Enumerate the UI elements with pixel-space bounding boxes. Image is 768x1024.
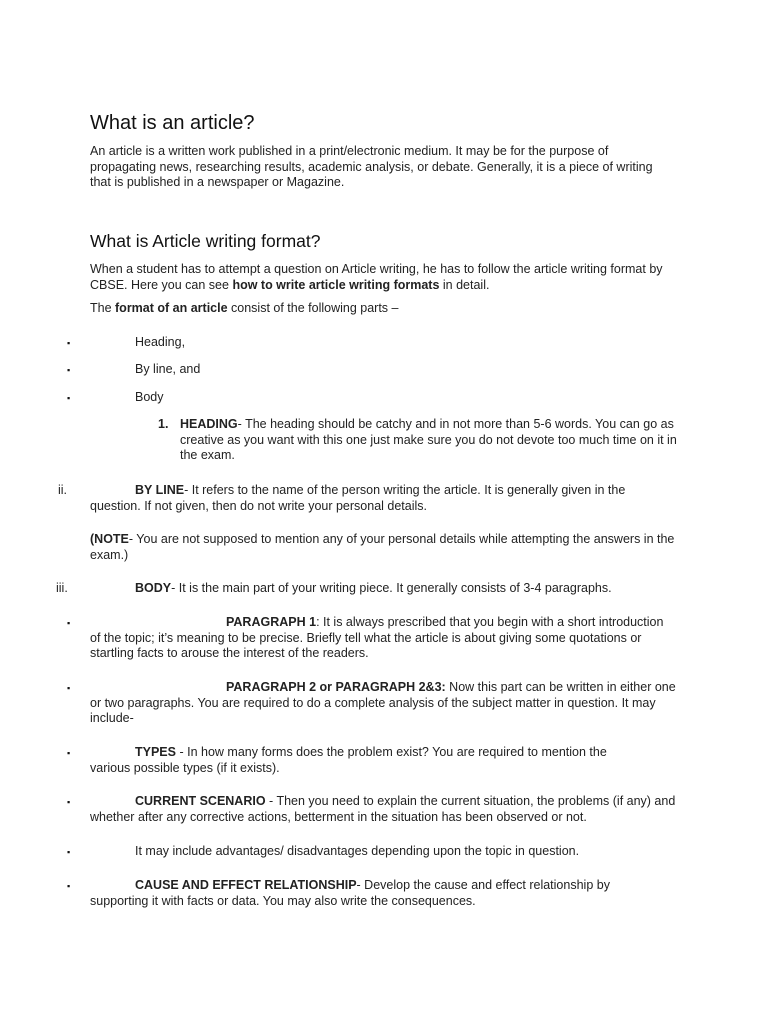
bullet-marker: ▪: [67, 748, 71, 758]
types-text: - In how many forms does the problem exist? You are required to mention the various possible types (if it exists).: [90, 745, 607, 775]
scenario-description: [90, 794, 680, 825]
cause-effect-text: - Develop the cause and effect relationship by supporting it with facts or data. You may also write the consequences.: [90, 878, 610, 908]
paragraph1-description: [90, 615, 670, 662]
bullet-marker: ▪: [67, 393, 71, 403]
paragraph1-term: PARAGRAPH 1: [226, 615, 317, 629]
paragraph2-text: Now this part can be written in either one or two paragraphs. You are required to do a complete analysis of the subject matter in question. It may include-: [90, 680, 676, 725]
body-term: BODY: [135, 581, 172, 595]
types-term: TYPES: [135, 745, 176, 759]
cause-effect-description: [90, 878, 650, 909]
heading-text: - The heading should be catchy and in not more than 5-6 words. You can go as creative as you want with this one just make sure you do not devote too much time on it in the exam.: [180, 417, 677, 462]
heading-term: HEADING: [180, 417, 238, 431]
note-term: (NOTE: [90, 532, 129, 546]
list-numeral-ii: ii.: [58, 483, 68, 497]
advantages-text: It may include advantages/ disadvantages depending upon the topic in question.: [135, 844, 580, 858]
page-title: What is an article?: [90, 112, 255, 134]
note-text: - You are not supposed to mention any of your personal details while attempting the answers in the exam.): [90, 532, 675, 562]
list-number-1: 1.: [158, 417, 169, 431]
byline-description: [90, 483, 670, 514]
list-item-body: Body: [135, 390, 164, 404]
byline-term: BY LINE: [135, 483, 185, 497]
format-parts-intro: [90, 301, 690, 317]
bullet-marker: ▪: [67, 881, 71, 891]
format-intro-paragraph: [90, 262, 690, 293]
bullet-marker: ▪: [67, 797, 71, 807]
bullet-marker: ▪: [67, 618, 71, 628]
scenario-text: - Then you need to explain the current situation, the problems (if any) and whether after any corrective actions, betterment in the situation has been observed or not.: [90, 794, 676, 824]
paragraph2-description: [90, 680, 680, 727]
types-description: [90, 745, 650, 776]
cause-effect-term: CAUSE AND EFFECT RELATIONSHIP: [135, 878, 357, 892]
format-intro-bold: how to write article writing formats: [232, 277, 440, 292]
parts-intro-bold: format of an article: [115, 301, 228, 315]
list-item-heading: Heading,: [135, 335, 186, 349]
section-heading-format: What is Article writing format?: [90, 231, 321, 251]
body-description: [90, 581, 690, 597]
bullet-marker: ▪: [67, 847, 71, 857]
format-intro-text-a: When a student has to attempt a question on Article writing, he has to follow the article writing format by CBSE. Here you can see: [90, 262, 663, 292]
parts-intro-b: consist of the following parts –: [227, 301, 399, 315]
list-item-byline: By line, and: [135, 362, 201, 376]
note-paragraph: [90, 532, 690, 563]
bullet-marker: ▪: [67, 338, 71, 348]
byline-text: - It refers to the name of the person writing the article. It is generally given in the question. If not given, then do not write your personal details.: [90, 483, 626, 513]
parts-intro-a: The: [90, 301, 116, 315]
paragraph2-term: PARAGRAPH 2 or PARAGRAPH 2&3:: [226, 680, 446, 694]
paragraph1-text: : It is always prescribed that you begin with a short introduction of the topic; it’s meaning to be precise. Briefly tell what the article is about giving some quotations or startling facts to arouse the interest of the readers.: [90, 615, 664, 660]
list-numeral-iii: iii.: [56, 581, 68, 595]
body-text: - It is the main part of your writing piece. It generally consists of 3-4 paragraphs.: [171, 581, 612, 595]
bullet-marker: ▪: [67, 365, 71, 375]
bullet-marker: ▪: [67, 683, 71, 693]
heading-description: [180, 417, 680, 464]
intro-paragraph: An article is a written work published in a print/electronic medium. It may be for the purpose of propagating news, researching results, academic analysis, or debate. Generally, it is a piece of writing that is published in a newspaper or Magazine.: [90, 144, 653, 189]
format-intro-text-b: in detail.: [439, 277, 490, 292]
scenario-term: CURRENT SCENARIO: [135, 794, 266, 808]
